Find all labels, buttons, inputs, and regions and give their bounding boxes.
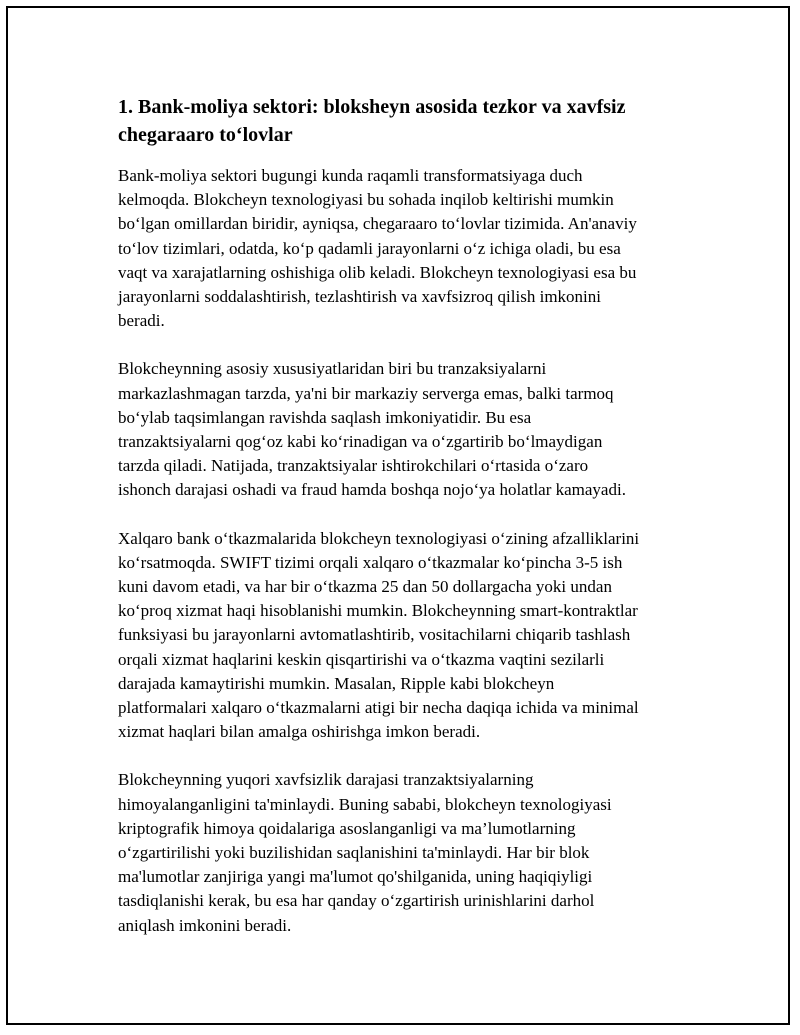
text-line: bo‘lgan omillardan biridir, ayniqsa, chegaraaro to‘lovlar tizimida. An'anaviy (118, 214, 637, 234)
text-line: platformalari xalqaro o‘tkazmalarni atigi bir necha daqiqa ichida va minimal (118, 698, 639, 718)
text-line: tarzda qiladi. Natijada, tranzaktsiyalar ishtirokchilari o‘rtasida o‘zaro (118, 456, 589, 476)
text-line: kuni davom etadi, va har bir o‘tkazma 25 dan 50 dollargacha yoki undan (118, 577, 612, 597)
text-line: Blokcheynning yuqori xavfsizlik darajasi tranzaktsiyalarning (118, 770, 534, 790)
paragraph-3 (118, 527, 693, 745)
document-body (118, 93, 693, 962)
paragraph-1 (118, 164, 693, 333)
text-line: himoyalanganligini ta'minlaydi. Buning sababi, blokcheyn texnologiyasi (118, 794, 612, 814)
text-line: kriptografik himoya qoidalariga asoslanganligi va ma’lumotlarning (118, 818, 576, 838)
text-line: to‘lov tizimlari, odatda, ko‘p qadamli jarayonlarni o‘z ichiga oladi, bu esa (118, 238, 621, 258)
text-line: aniqlash imkonini beradi. (118, 915, 292, 935)
text-line: tasdiqlanishi kerak, bu esa har qanday o‘zgartirish urinishlarini darhol (118, 891, 595, 911)
text-line: funksiyasi bu jarayonlarni avtomatlashtirib, vositachilarni chiqarib tashlash (118, 625, 631, 645)
heading-line: chegaraaro to‘lovlar (118, 124, 293, 146)
text-line: xizmat haqlari bilan amalga oshirishga imkon beradi. (118, 722, 481, 742)
text-line: beradi. (118, 311, 165, 331)
text-line: Xalqaro bank o‘tkazmalarida blokcheyn texnologiyasi o‘zining afzalliklarini (118, 528, 640, 548)
text-line: kelmoqda. Blokcheyn texnologiyasi bu sohada inqilob keltirishi mumkin (118, 190, 614, 210)
section-heading (118, 93, 693, 149)
text-line: vaqt va xarajatlarning oshishiga olib keladi. Blokcheyn texnologiyasi esa bu (118, 262, 637, 282)
text-line: orqali xizmat haqlarini keskin qisqartirishi va o‘tkazma vaqtini sezilarli (118, 649, 605, 669)
text-line: bo‘ylab taqsimlangan ravishda saqlash imkoniyatidir. Bu esa (118, 407, 532, 427)
text-line: ko‘proq xizmat haqi hisoblanishi mumkin. Blokcheynning smart-kontraktlar (118, 601, 638, 621)
text-line: markazlashmagan tarzda, ya'ni bir markaziy serverga emas, balki tarmoq (118, 383, 614, 403)
text-line: jarayonlarni soddalashtirish, tezlashtirish va xavfsizroq qilish imkonini (118, 287, 601, 307)
text-line: Bank-moliya sektori bugungi kunda raqamli transformatsiyaga duch (118, 166, 583, 185)
text-line: ishonch darajasi oshadi va fraud hamda boshqa nojo‘ya holatlar kamayadi. (118, 480, 626, 500)
paragraph-2 (118, 357, 693, 502)
text-line: ma'lumotlar zanjiriga yangi ma'lumot qo'shilganida, uning haqiqiyligi (118, 867, 593, 887)
text-line: Blokcheynning asosiy xususiyatlaridan biri bu tranzaksiyalarni (118, 359, 547, 379)
paragraph-4 (118, 768, 693, 937)
text-line: o‘zgartirilishi yoki buzilishidan saqlanishini ta'minlaydi. Har bir blok (118, 843, 590, 863)
text-line: tranzaktsiyalarni qog‘oz kabi ko‘rinadigan va o‘zgartirib bo‘lmaydigan (118, 432, 603, 452)
text-line: ko‘rsatmoqda. SWIFT tizimi orqali xalqaro o‘tkazmalar ko‘pincha 3-5 ish (118, 552, 623, 572)
text-line: darajada kamaytirishi mumkin. Masalan, Ripple kabi blokcheyn (118, 673, 555, 693)
heading-line: 1. Bank-moliya sektori: bloksheyn asosida tezkor va xavfsiz (118, 96, 626, 118)
